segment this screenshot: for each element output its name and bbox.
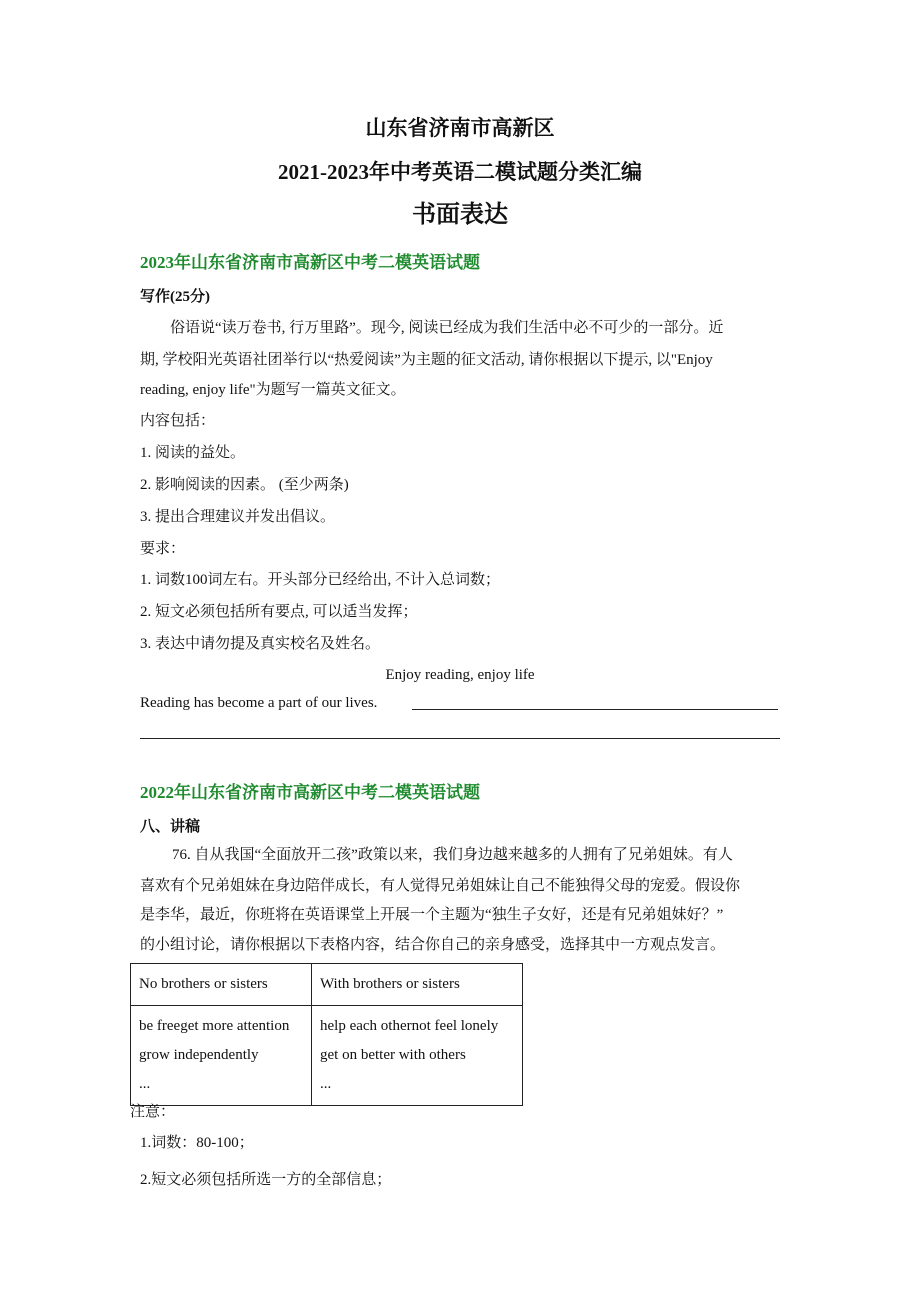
- opinion-table: [130, 963, 523, 1106]
- section-label: 写作(25分): [140, 289, 210, 305]
- answer-blank: [140, 738, 780, 739]
- doc-title-topic: 书面表达: [412, 202, 508, 228]
- prompt-line: 是李华，最近，你班将在英语课堂上开展一个主题为“独生子女好，还是有兄弟姐妹好？”: [140, 907, 724, 923]
- requirements-label: 要求：: [140, 541, 186, 557]
- table-header: No brothers or sisters: [131, 964, 312, 1006]
- cell-line: ...: [320, 1076, 332, 1092]
- requirement-item: 2. 短文必须包括所有要点, 可以适当发挥；: [140, 604, 418, 620]
- content-item: 3. 提出合理建议并发出倡议。: [140, 509, 336, 525]
- prompt-line: reading, enjoy life"为题写一篇英文征文。: [140, 382, 406, 398]
- cell-line: help each othernot feel lonely: [320, 1018, 499, 1034]
- cell-line: be freeget more attention: [139, 1018, 290, 1034]
- prompt-line: 俗语说“读万卷书, 行万里路”。现今, 阅读已经成为我们生活中必不可少的一部分。近: [170, 320, 724, 336]
- cell-line: ...: [139, 1076, 151, 1092]
- note-item: 1.词数：80-100；: [140, 1135, 254, 1151]
- prompt-line: 的小组讨论，请你根据以下表格内容，结合你自己的亲身感受，选择其中一方观点发言。: [140, 937, 726, 953]
- cell-line: get on better with others: [320, 1047, 466, 1063]
- content-label: 内容包括：: [140, 413, 216, 429]
- answer-blank: [412, 709, 778, 710]
- content-item: 2. 影响阅读的因素。 (至少两条): [140, 477, 349, 493]
- prompt-line: 喜欢有个兄弟姐妹在身边陪伴成长，有人觉得兄弟姐妹让自己不能独得父母的宠爱。假设你: [140, 878, 741, 894]
- doc-title-region: 山东省济南市高新区: [365, 116, 555, 140]
- essay-start: Reading has become a part of our lives.: [140, 695, 378, 711]
- requirement-item: 3. 表达中请勿提及真实校名及姓名。: [140, 636, 381, 652]
- prompt-line: 76. 自从我国“全面放开二孩”政策以来，我们身边越来越多的人拥有了兄弟姐妹。有人: [172, 847, 733, 863]
- doc-title-main: 2021-2023年中考英语二模试题分类汇编: [278, 160, 642, 184]
- notes-label: 注意：: [130, 1104, 176, 1120]
- table-cell: [312, 1006, 523, 1106]
- section-heading-2022: 2022年山东省济南市高新区中考二模英语试题: [140, 783, 480, 802]
- prompt-line: 期, 学校阳光英语社团举行以“热爱阅读”为主题的征文活动, 请你根据以下提示, 以"Enjoy: [140, 352, 713, 368]
- section-label: 八、讲稿: [140, 819, 201, 835]
- table-header: With brothers or sisters: [312, 964, 523, 1006]
- cell-line: grow independently: [139, 1047, 259, 1063]
- section-heading-2023: 2023年山东省济南市高新区中考二模英语试题: [140, 253, 480, 272]
- table-cell: [131, 1006, 312, 1106]
- note-item: 2.短文必须包括所选一方的全部信息；: [140, 1172, 392, 1188]
- requirement-item: 1. 词数100词左右。开头部分已经给出, 不计入总词数；: [140, 572, 501, 588]
- essay-title: Enjoy reading, enjoy life: [385, 667, 535, 683]
- content-item: 1. 阅读的益处。: [140, 445, 246, 461]
